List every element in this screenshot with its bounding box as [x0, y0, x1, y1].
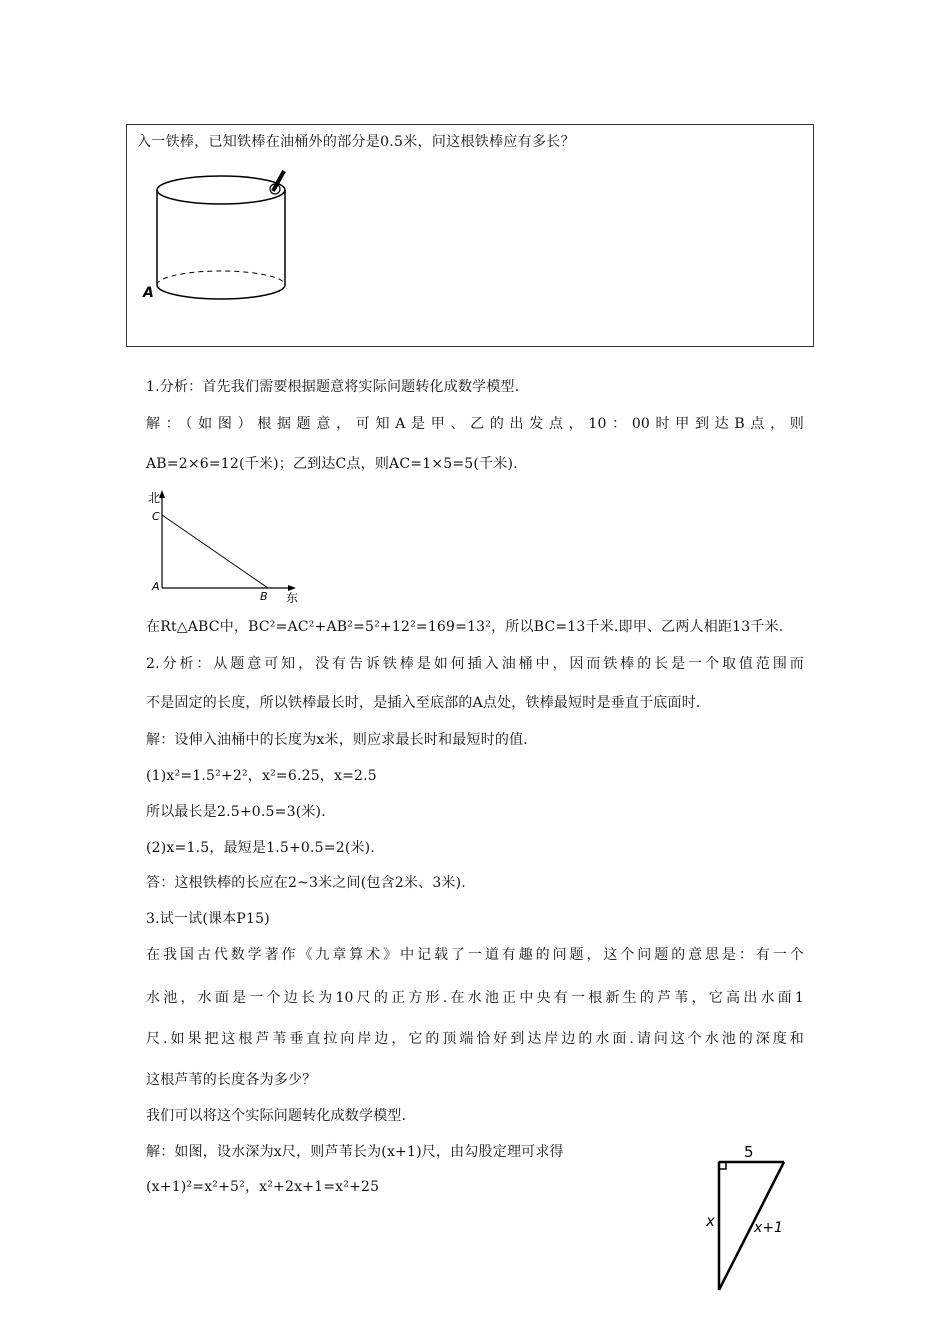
analysis-2-line-1: 2.分析：从题意可知，没有告诉铁棒是如何插入油桶中，因而铁棒的长是一个取值范围而	[146, 656, 804, 672]
reed-problem-line-2: 水池，水面是一个边长为10尺的正方形.在水池正中央有一根新生的芦苇，它高出水面1	[146, 990, 804, 1006]
reed-problem-line-1: 在我国古代数学著作《九章算术》中记载了一道有趣的问题，这个问题的意思是：有一个	[146, 947, 804, 963]
solution-2: 解：设伸入油桶中的长度为x米，则应求最长时和最短时的值.	[146, 732, 528, 748]
answer-2: 答：这根铁棒的长应在2~3米之间(包含2米、3米).	[146, 875, 466, 891]
pythagoras-result: 在Rt△ABC中，BC²=AC²+AB²=5²+12²=169=13²，所以BC=13千米.即甲、乙两人相距13千米.	[146, 619, 784, 635]
analysis-1: 1.分析：首先我们需要根据题意将实际问题转化成数学模型.	[146, 379, 520, 395]
reed-solution: 解：如图，设水深为x尺，则芦苇长为(x+1)尺，由勾股定理可求得	[146, 1144, 564, 1160]
compass-triangle-diagram	[140, 488, 310, 608]
depth-label: x	[706, 1212, 715, 1230]
reed-triangle-diagram	[700, 1140, 820, 1300]
point-b-label: B	[260, 590, 268, 603]
solution-1-line-1: 解：（如图）根据题意，可知A是甲、乙的出发点，10：00时甲到达B点，则	[146, 416, 804, 432]
solution-1-line-2: AB=2×6=12(千米)；乙到达C点，则AC=1×5=5(千米).	[146, 456, 518, 472]
top-side-label: 5	[744, 1143, 754, 1161]
reed-length-label: x+1	[754, 1220, 783, 1236]
reed-problem-line-3: 尺.如果把这根芦苇垂直拉向岸边，它的顶端恰好到达岸边的水面.请问这个水池的深度和	[146, 1031, 804, 1047]
solution-2-step-1: (1)x²=1.5²+2²，x²=6.25，x=2.5	[146, 768, 377, 784]
east-label: 东	[286, 591, 299, 605]
point-c-label: C	[152, 510, 160, 523]
solution-2-longest: 所以最长是2.5+0.5=3(米).	[146, 804, 326, 820]
reed-equation: (x+1)²=x²+5²，x²+2x+1=x²+25	[146, 1179, 380, 1195]
model-intro: 我们可以将这个实际问题转化成数学模型.	[146, 1108, 407, 1124]
try-it-heading: 3.试一试(课本P15)	[146, 911, 270, 927]
solution-2-step-2: (2)x=1.5，最短是1.5+0.5=2(米).	[146, 840, 375, 856]
problem-box	[126, 124, 814, 347]
analysis-2-line-2: 不是固定的长度，所以铁棒最长时，是插入至底部的A点处，铁棒最短时是垂直于底面时.	[146, 695, 701, 711]
problem-text: 入一铁棒，已知铁棒在油桶外的部分是0.5米，问这根铁棒应有多长？	[137, 134, 575, 150]
oil-drum-figure	[127, 125, 815, 348]
point-a-label: A	[143, 285, 154, 301]
reed-problem-line-4: 这根芦苇的长度各为多少？	[146, 1072, 317, 1088]
north-label: 北	[148, 491, 161, 505]
point-a-label-2: A	[152, 580, 160, 593]
